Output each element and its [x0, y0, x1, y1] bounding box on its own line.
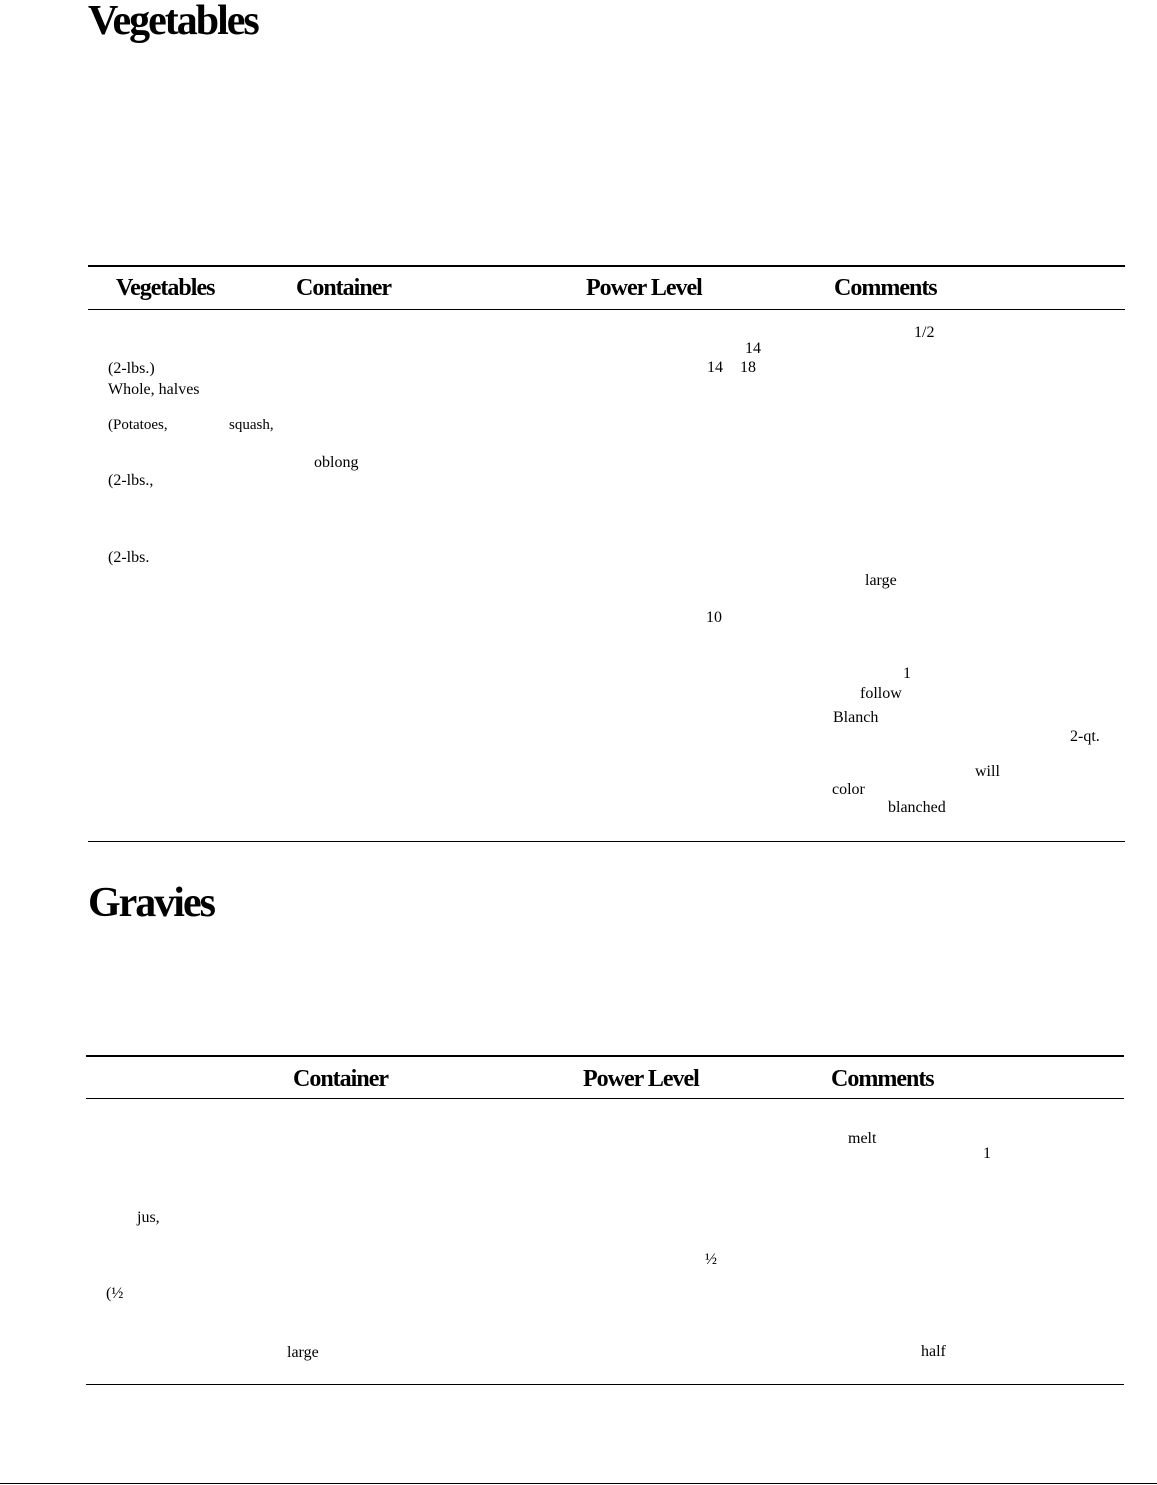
table-text: large	[865, 572, 897, 589]
table-text: large	[287, 1344, 319, 1361]
page-bottom-rule	[0, 1483, 1157, 1484]
header-container: Container	[293, 1066, 388, 1092]
header-power-level: Power Level	[586, 275, 702, 301]
gravies-table-top-rule	[86, 1055, 1124, 1057]
table-text: 1/2	[914, 324, 935, 341]
table-text: blanched	[888, 799, 946, 816]
header-comments: Comments	[834, 275, 937, 301]
table-text: 14	[745, 340, 761, 357]
vegetables-table-top-rule	[88, 265, 1125, 267]
table-text: 18	[740, 359, 756, 376]
vegetables-title: Vegetables	[88, 0, 258, 44]
table-text: (½	[106, 1285, 124, 1302]
table-text: melt	[848, 1130, 877, 1147]
table-text: ½	[705, 1251, 717, 1268]
table-text: (Potatoes,	[108, 417, 168, 433]
table-text: will	[975, 763, 1000, 780]
gravies-table-bottom-rule	[86, 1384, 1124, 1385]
vegetables-header-bottom-rule	[88, 309, 1125, 310]
vegetables-table-bottom-rule	[88, 841, 1125, 842]
table-text: Blanch	[833, 709, 879, 726]
table-text: (2-lbs.	[108, 549, 150, 566]
table-text: squash,	[229, 417, 274, 433]
table-text: 1	[903, 665, 911, 682]
header-power-level: Power Level	[583, 1066, 699, 1092]
table-text: (2-lbs.,	[108, 472, 154, 489]
table-text: 14	[707, 359, 723, 376]
gravies-title: Gravies	[88, 880, 214, 926]
table-text: half	[921, 1343, 946, 1360]
table-text: jus,	[137, 1209, 160, 1226]
table-text: 10	[706, 609, 722, 626]
gravies-header-bottom-rule	[86, 1098, 1124, 1099]
table-text: follow	[860, 685, 902, 702]
table-text: Whole, halves	[108, 381, 200, 398]
table-text: oblong	[314, 454, 359, 471]
table-text: 2-qt.	[1070, 728, 1100, 745]
table-text: color	[832, 781, 865, 798]
table-text: (2-lbs.)	[108, 360, 155, 377]
table-text: 1	[983, 1145, 991, 1162]
header-comments: Comments	[831, 1066, 934, 1092]
header-vegetables: Vegetables	[116, 275, 215, 301]
header-container: Container	[296, 275, 391, 301]
